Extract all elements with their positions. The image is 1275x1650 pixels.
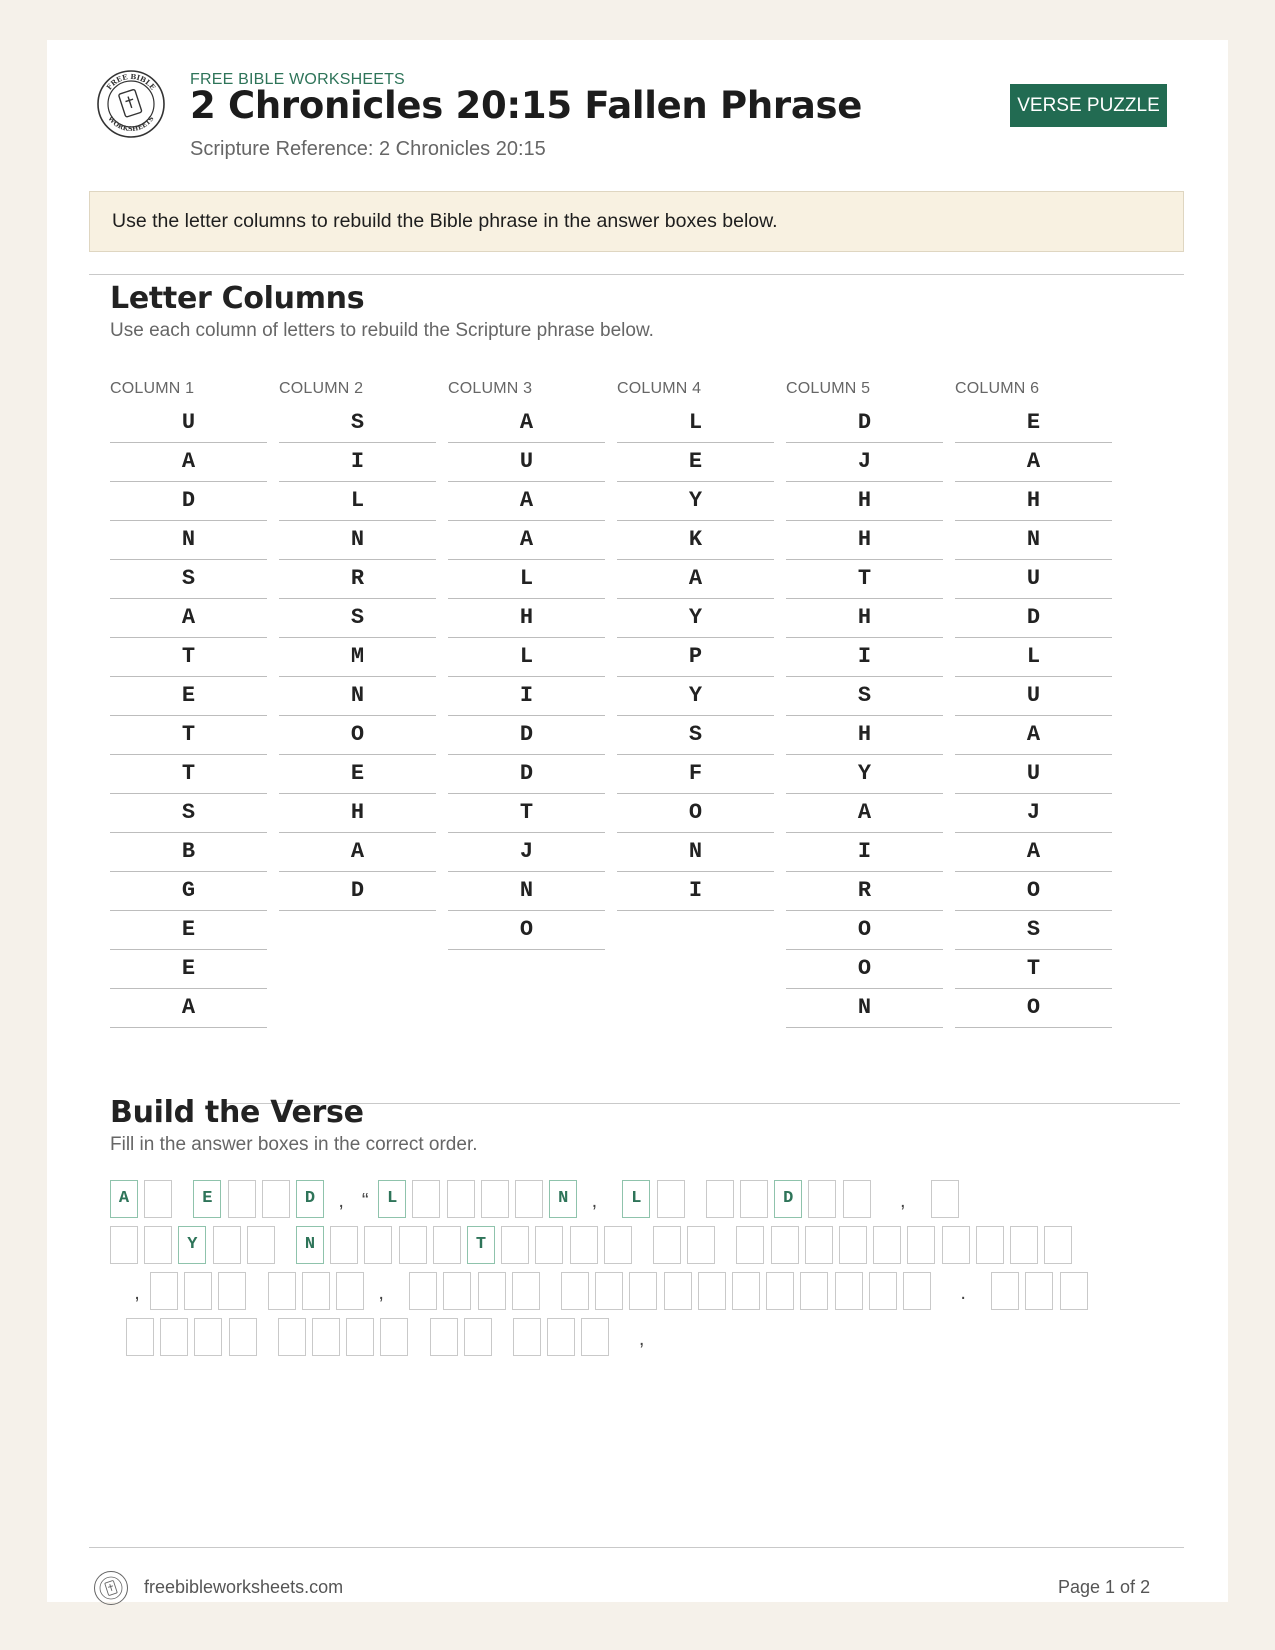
worksheet-page bbox=[47, 40, 1228, 1602]
column-letter: E bbox=[110, 677, 267, 716]
answer-box[interactable] bbox=[740, 1180, 768, 1218]
column-letter: R bbox=[786, 872, 943, 911]
letter-column bbox=[955, 377, 1112, 1028]
answer-box[interactable] bbox=[228, 1180, 256, 1218]
answer-box-given-letter: N bbox=[549, 1180, 577, 1218]
column-letter: N bbox=[786, 989, 943, 1028]
answer-box-given-letter: N bbox=[296, 1226, 324, 1264]
column-letter: H bbox=[786, 521, 943, 560]
column-letter: U bbox=[955, 560, 1112, 599]
column-letter: N bbox=[110, 521, 267, 560]
column-letter: A bbox=[110, 989, 267, 1028]
column-letter: A bbox=[448, 404, 605, 443]
page-title: 2 Chronicles 20:15 Fallen Phrase bbox=[190, 84, 863, 127]
column-letter: G bbox=[110, 872, 267, 911]
column-letter: D bbox=[279, 872, 436, 911]
column-letter: N bbox=[279, 521, 436, 560]
answer-box[interactable] bbox=[330, 1226, 358, 1264]
column-letter: I bbox=[279, 443, 436, 482]
column-letter: L bbox=[617, 404, 774, 443]
answer-punctuation: “ bbox=[361, 1190, 369, 1212]
answer-box[interactable] bbox=[126, 1318, 154, 1356]
column-letter: J bbox=[786, 443, 943, 482]
answer-box[interactable] bbox=[412, 1180, 440, 1218]
answer-box[interactable] bbox=[464, 1318, 492, 1356]
column-letter: D bbox=[448, 755, 605, 794]
column-letter: R bbox=[279, 560, 436, 599]
column-letter: N bbox=[955, 521, 1112, 560]
answer-box[interactable] bbox=[433, 1226, 461, 1264]
answer-box-given-letter: L bbox=[378, 1180, 406, 1218]
answer-box[interactable] bbox=[409, 1272, 437, 1310]
column-letter: O bbox=[786, 950, 943, 989]
answer-box[interactable] bbox=[570, 1226, 598, 1264]
column-letter: N bbox=[448, 872, 605, 911]
answer-punctuation: , bbox=[378, 1282, 384, 1304]
answer-box[interactable] bbox=[629, 1272, 657, 1310]
page-number: Page 1 of 2 bbox=[1058, 1577, 1151, 1597]
column-letter: I bbox=[617, 872, 774, 911]
answer-box[interactable] bbox=[581, 1318, 609, 1356]
answer-box[interactable] bbox=[312, 1318, 340, 1356]
answer-box[interactable] bbox=[595, 1272, 623, 1310]
letter-column bbox=[617, 377, 774, 911]
answer-box[interactable] bbox=[931, 1180, 959, 1218]
answer-box-given-letter: Y bbox=[178, 1226, 206, 1264]
column-letter: L bbox=[279, 482, 436, 521]
answer-box[interactable] bbox=[657, 1180, 685, 1218]
column-letter: S bbox=[110, 794, 267, 833]
column-letter: O bbox=[955, 989, 1112, 1028]
column-letter: H bbox=[279, 794, 436, 833]
column-letter: U bbox=[955, 755, 1112, 794]
column-letter: K bbox=[617, 521, 774, 560]
column-letter: J bbox=[448, 833, 605, 872]
divider bbox=[89, 274, 1184, 275]
answer-box[interactable] bbox=[561, 1272, 589, 1310]
answer-box[interactable] bbox=[513, 1318, 541, 1356]
column-letter: J bbox=[955, 794, 1112, 833]
column-letter: A bbox=[955, 443, 1112, 482]
column-letter: E bbox=[617, 443, 774, 482]
column-label: COLUMN 4 bbox=[617, 380, 702, 397]
answer-box[interactable] bbox=[262, 1180, 290, 1218]
bible-logo-icon bbox=[96, 69, 166, 139]
answer-box[interactable] bbox=[184, 1272, 212, 1310]
column-letter: A bbox=[110, 599, 267, 638]
svg-text:WORKSHEETS: WORKSHEETS bbox=[106, 114, 156, 134]
column-letter: A bbox=[955, 716, 1112, 755]
answer-punctuation: , bbox=[338, 1190, 344, 1212]
column-letter: N bbox=[279, 677, 436, 716]
answer-box[interactable] bbox=[229, 1318, 257, 1356]
column-letter: N bbox=[617, 833, 774, 872]
letter-column bbox=[786, 377, 943, 1028]
column-letter: A bbox=[448, 482, 605, 521]
answer-box[interactable] bbox=[732, 1272, 760, 1310]
brand-name: FREE BIBLE WORKSHEETS bbox=[190, 71, 405, 88]
answer-punctuation: , bbox=[900, 1190, 906, 1212]
letter-column bbox=[279, 377, 436, 911]
column-letter: I bbox=[448, 677, 605, 716]
answer-box[interactable] bbox=[907, 1226, 935, 1264]
answer-box[interactable] bbox=[805, 1226, 833, 1264]
column-letter: O bbox=[786, 911, 943, 950]
column-letter: S bbox=[955, 911, 1112, 950]
column-letter: T bbox=[955, 950, 1112, 989]
answer-box[interactable] bbox=[481, 1180, 509, 1218]
answer-box[interactable] bbox=[687, 1226, 715, 1264]
answer-box[interactable] bbox=[698, 1272, 726, 1310]
divider bbox=[222, 1103, 1180, 1104]
column-letter: D bbox=[110, 482, 267, 521]
instructions-text: Use the letter columns to rebuild the Bible phrase in the answer boxes below. bbox=[112, 210, 778, 232]
answer-box[interactable] bbox=[800, 1272, 828, 1310]
answer-box[interactable] bbox=[447, 1180, 475, 1218]
column-letter: H bbox=[786, 482, 943, 521]
answer-box[interactable] bbox=[976, 1226, 1004, 1264]
answer-box[interactable] bbox=[110, 1226, 138, 1264]
column-letter: L bbox=[955, 638, 1112, 677]
answer-punctuation: , bbox=[134, 1282, 140, 1304]
answer-box[interactable] bbox=[380, 1318, 408, 1356]
answer-box[interactable] bbox=[336, 1272, 364, 1310]
column-letter: I bbox=[786, 833, 943, 872]
letter-columns-subheading: Use each column of letters to rebuild the Scripture phrase below. bbox=[110, 320, 654, 341]
answer-box[interactable] bbox=[512, 1272, 540, 1310]
column-letter: T bbox=[110, 716, 267, 755]
answer-box[interactable] bbox=[903, 1272, 931, 1310]
footer-logo-icon bbox=[93, 1570, 129, 1606]
answer-punctuation: , bbox=[591, 1190, 598, 1212]
answer-box[interactable] bbox=[478, 1272, 506, 1310]
answer-box-given-letter: T bbox=[467, 1226, 495, 1264]
column-letter: S bbox=[617, 716, 774, 755]
column-letter: T bbox=[786, 560, 943, 599]
column-letter: H bbox=[955, 482, 1112, 521]
answer-box[interactable] bbox=[501, 1226, 529, 1264]
column-letter: I bbox=[786, 638, 943, 677]
answer-box[interactable] bbox=[278, 1318, 306, 1356]
answer-box[interactable] bbox=[515, 1180, 543, 1218]
column-letter: F bbox=[617, 755, 774, 794]
answer-box[interactable] bbox=[1060, 1272, 1088, 1310]
column-label: COLUMN 5 bbox=[786, 380, 871, 397]
footer-site: freebibleworksheets.com bbox=[144, 1577, 344, 1597]
column-letter: T bbox=[448, 794, 605, 833]
answer-box[interactable] bbox=[664, 1272, 692, 1310]
column-letter: A bbox=[279, 833, 436, 872]
column-letter: Y bbox=[786, 755, 943, 794]
answer-box[interactable] bbox=[1010, 1226, 1038, 1264]
column-letter: T bbox=[110, 638, 267, 677]
answer-box-given-letter: D bbox=[296, 1180, 324, 1218]
answer-box[interactable] bbox=[144, 1180, 172, 1218]
column-letter: M bbox=[279, 638, 436, 677]
column-letter: O bbox=[448, 911, 605, 950]
answer-box[interactable] bbox=[399, 1226, 427, 1264]
column-letter: U bbox=[955, 677, 1112, 716]
answer-box[interactable] bbox=[160, 1318, 188, 1356]
instructions-box bbox=[89, 191, 1184, 252]
answer-box-given-letter: A bbox=[110, 1180, 138, 1218]
column-letter: S bbox=[279, 599, 436, 638]
answer-box[interactable] bbox=[835, 1272, 863, 1310]
column-letter: O bbox=[279, 716, 436, 755]
column-letter: L bbox=[448, 560, 605, 599]
letter-column bbox=[110, 377, 267, 1028]
column-letter: A bbox=[786, 794, 943, 833]
answer-box[interactable] bbox=[443, 1272, 471, 1310]
answer-box[interactable] bbox=[873, 1226, 901, 1264]
answer-box[interactable] bbox=[942, 1226, 970, 1264]
answer-box[interactable] bbox=[430, 1318, 458, 1356]
answer-box[interactable] bbox=[1044, 1226, 1072, 1264]
answer-box[interactable] bbox=[346, 1318, 374, 1356]
column-letter: A bbox=[955, 833, 1112, 872]
answer-box[interactable] bbox=[547, 1318, 575, 1356]
column-label: COLUMN 3 bbox=[448, 380, 533, 397]
answer-box[interactable] bbox=[604, 1226, 632, 1264]
column-letter: A bbox=[110, 443, 267, 482]
answer-box[interactable] bbox=[808, 1180, 836, 1218]
column-letter: H bbox=[786, 599, 943, 638]
column-letter: D bbox=[786, 404, 943, 443]
column-letter: B bbox=[110, 833, 267, 872]
column-letter: D bbox=[448, 716, 605, 755]
answer-box[interactable] bbox=[766, 1272, 794, 1310]
answer-box[interactable] bbox=[991, 1272, 1019, 1310]
column-letter: E bbox=[110, 911, 267, 950]
answer-box[interactable] bbox=[1025, 1272, 1053, 1310]
column-letter: O bbox=[955, 872, 1112, 911]
answer-box[interactable] bbox=[843, 1180, 871, 1218]
column-letter: T bbox=[110, 755, 267, 794]
answer-box-given-letter: L bbox=[622, 1180, 650, 1218]
column-label: COLUMN 2 bbox=[279, 380, 364, 397]
answer-box[interactable] bbox=[736, 1226, 764, 1264]
answer-box[interactable] bbox=[144, 1226, 172, 1264]
column-letter: E bbox=[110, 950, 267, 989]
answer-box[interactable] bbox=[653, 1226, 681, 1264]
answer-box[interactable] bbox=[268, 1272, 296, 1310]
column-letter: S bbox=[279, 404, 436, 443]
letter-column bbox=[448, 377, 605, 950]
letter-columns-heading: Letter Columns bbox=[110, 281, 365, 316]
column-letter: S bbox=[786, 677, 943, 716]
column-letter: Y bbox=[617, 599, 774, 638]
column-letter: A bbox=[617, 560, 774, 599]
column-label: COLUMN 6 bbox=[955, 380, 1040, 397]
footer-divider bbox=[89, 1547, 1184, 1548]
answer-box[interactable] bbox=[213, 1226, 241, 1264]
build-verse-subheading: Fill in the answer boxes in the correct order. bbox=[110, 1134, 478, 1155]
answer-box[interactable] bbox=[364, 1226, 392, 1264]
answer-box[interactable] bbox=[706, 1180, 734, 1218]
answer-box-given-letter: D bbox=[774, 1180, 802, 1218]
column-letter: H bbox=[448, 599, 605, 638]
column-letter: P bbox=[617, 638, 774, 677]
answer-punctuation: . bbox=[960, 1282, 966, 1304]
scripture-reference: Scripture Reference: 2 Chronicles 20:15 bbox=[190, 138, 546, 160]
answer-box[interactable] bbox=[302, 1272, 330, 1310]
answer-box[interactable] bbox=[247, 1226, 275, 1264]
column-label: COLUMN 1 bbox=[110, 380, 195, 397]
column-letter: E bbox=[955, 404, 1112, 443]
column-letter: D bbox=[955, 599, 1112, 638]
answer-punctuation: , bbox=[638, 1328, 645, 1350]
column-letter: E bbox=[279, 755, 436, 794]
column-letter: Y bbox=[617, 677, 774, 716]
answer-box[interactable] bbox=[535, 1226, 563, 1264]
verse-puzzle-badge: VERSE PUZZLE bbox=[1010, 84, 1167, 127]
column-letter: O bbox=[617, 794, 774, 833]
column-letter: H bbox=[786, 716, 943, 755]
svg-text:FREE BIBLE: FREE BIBLE bbox=[104, 71, 158, 92]
column-letter: S bbox=[110, 560, 267, 599]
column-letter: A bbox=[448, 521, 605, 560]
answer-box[interactable] bbox=[150, 1272, 178, 1310]
column-letter: L bbox=[448, 638, 605, 677]
answer-box[interactable] bbox=[771, 1226, 799, 1264]
answer-box[interactable] bbox=[869, 1272, 897, 1310]
column-letter: U bbox=[448, 443, 605, 482]
column-letter: Y bbox=[617, 482, 774, 521]
column-letter: U bbox=[110, 404, 267, 443]
answer-box[interactable] bbox=[218, 1272, 246, 1310]
answer-box[interactable] bbox=[194, 1318, 222, 1356]
answer-box-given-letter: E bbox=[193, 1180, 221, 1218]
build-verse-heading: Build the Verse bbox=[110, 1095, 364, 1130]
answer-box[interactable] bbox=[839, 1226, 867, 1264]
